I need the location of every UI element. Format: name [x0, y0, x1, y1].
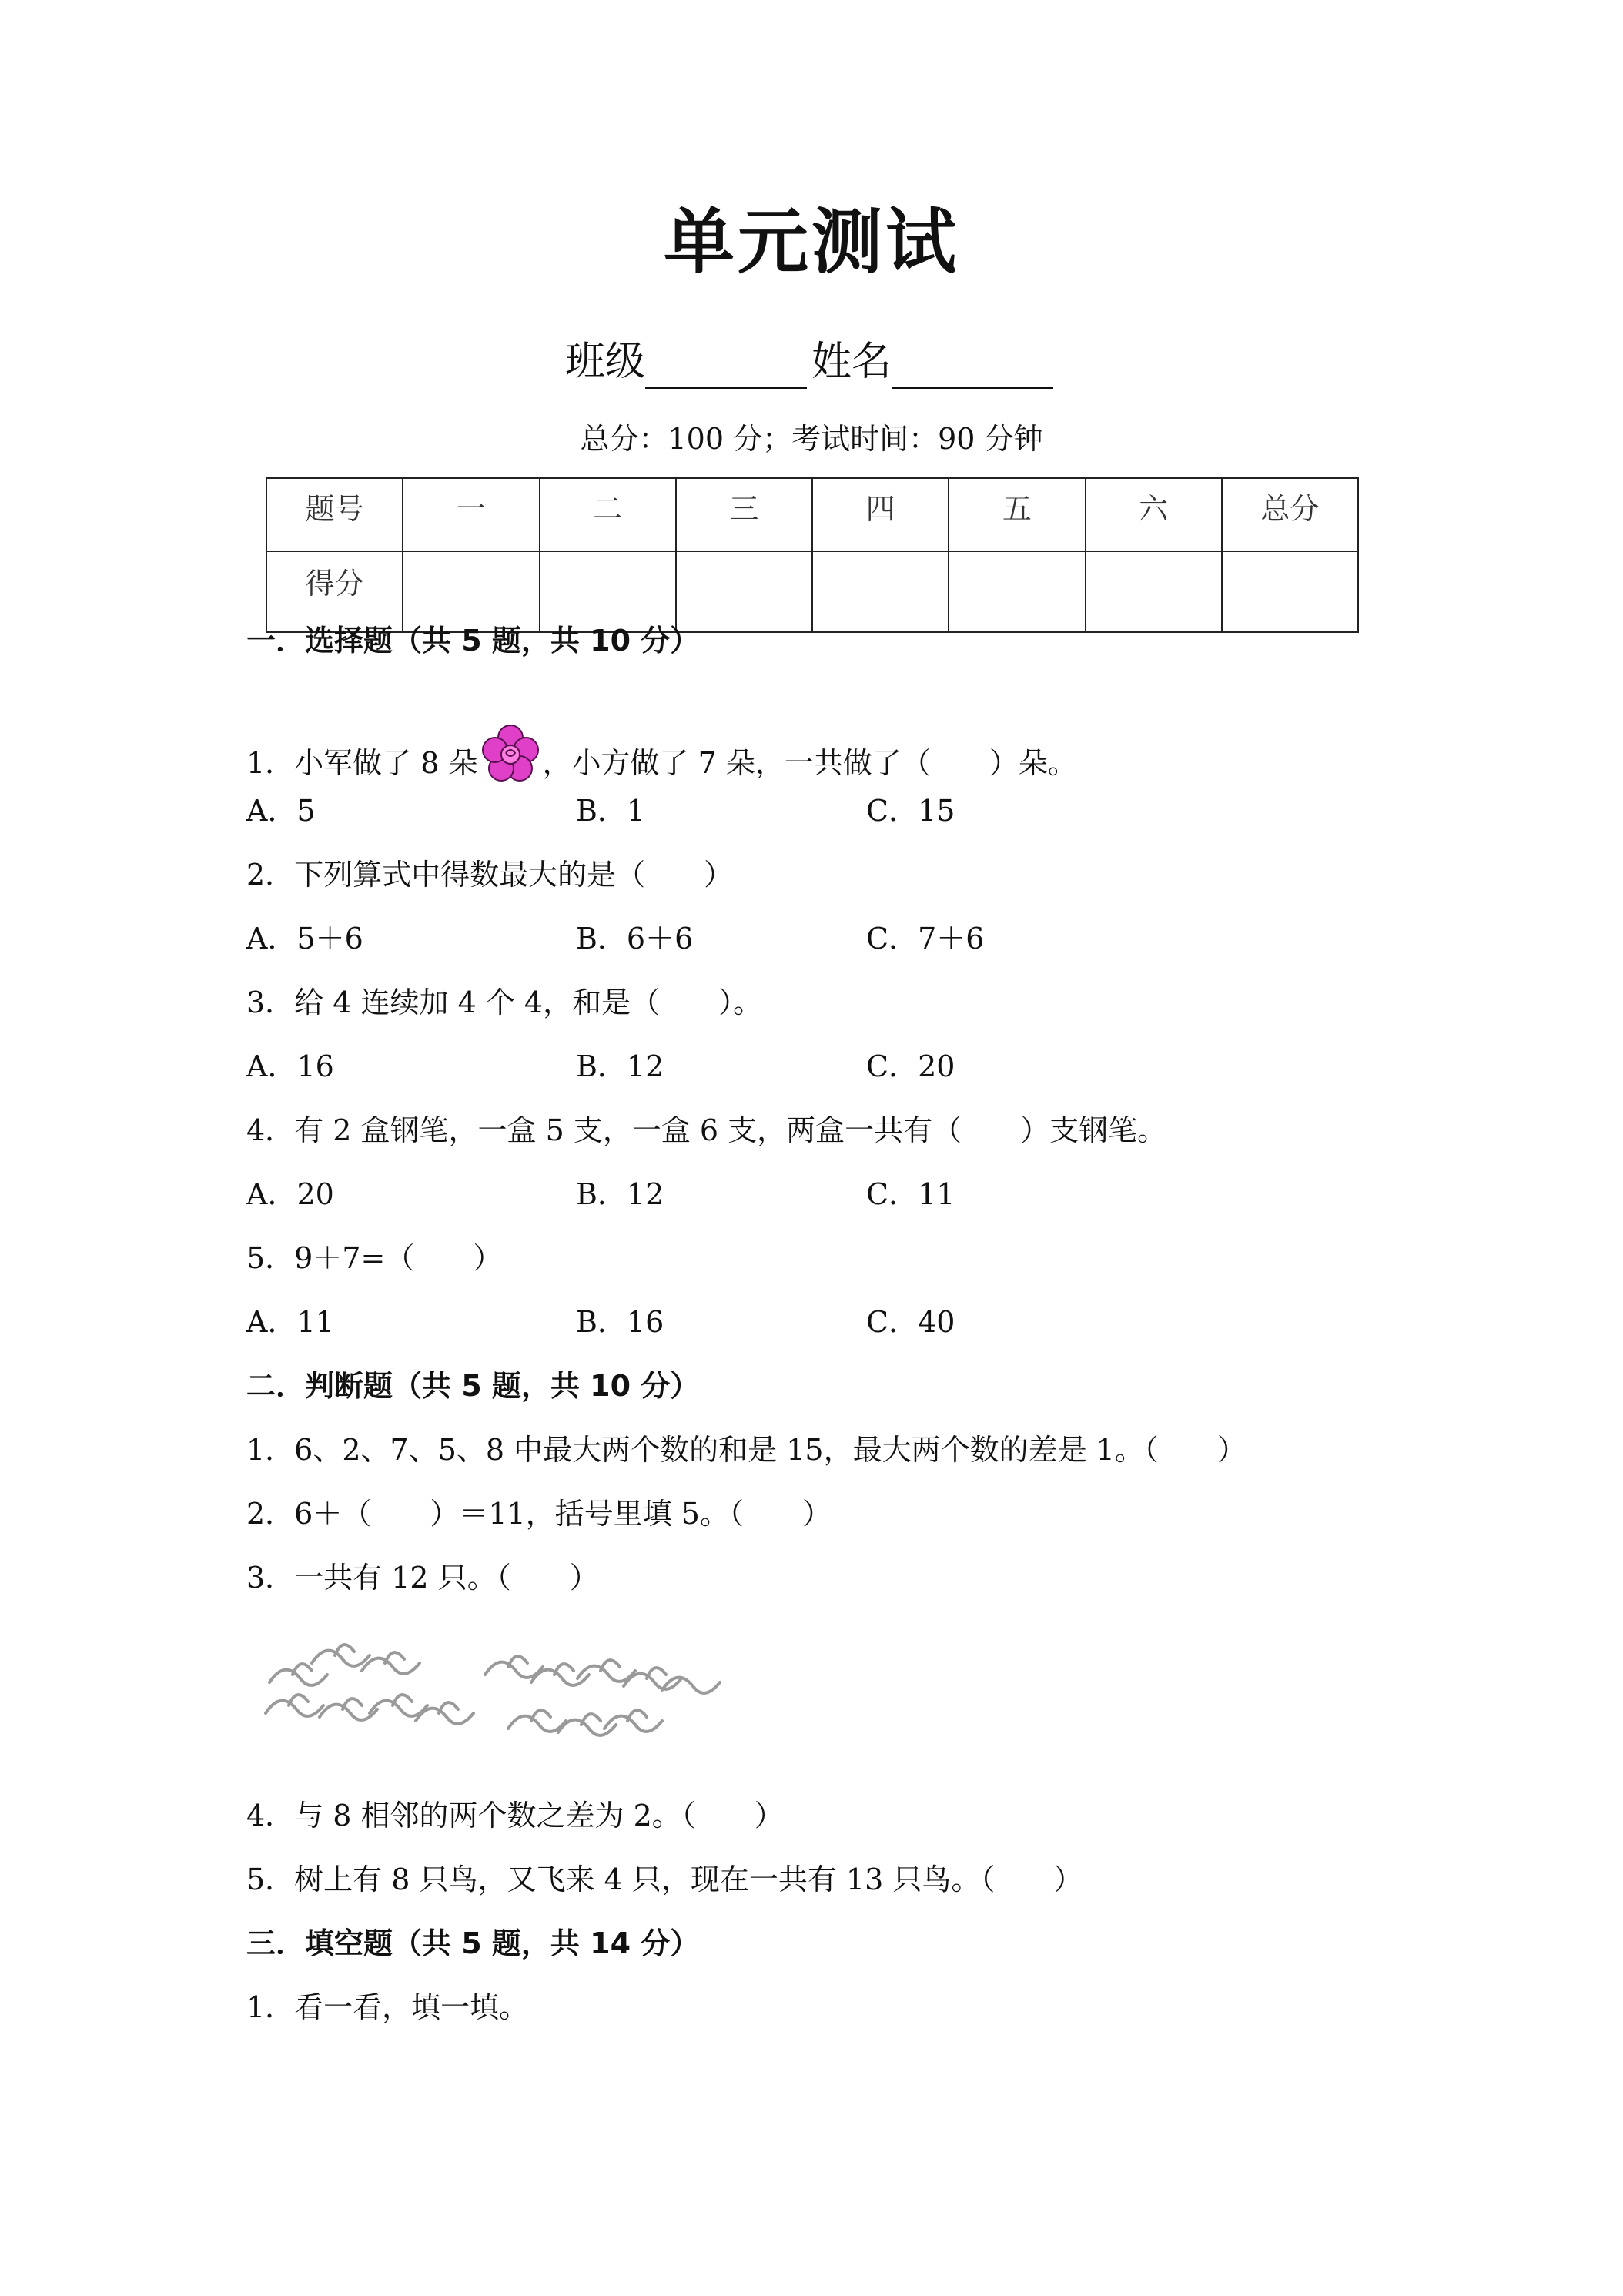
question-text: 1．小军做了 8 朵 [246, 746, 478, 780]
option-c: C．15 [866, 794, 955, 828]
section2-question-1: 1．6、2、7、5、8 中最大两个数的和是 15，最大两个数的差是 1。（ ） [246, 1433, 1247, 1467]
option-b: B．1 [576, 794, 646, 828]
score-header-cell: 三 [676, 478, 812, 551]
option-b: B．12 [576, 1049, 664, 1083]
option-a: A．20 [246, 1177, 334, 1211]
exam-info: 总分：100 分；考试时间：90 分钟 [580, 422, 1043, 456]
section2-question-3: 3．一共有 12 只。（ ） [246, 1561, 599, 1595]
name-label: 姓名 [812, 339, 892, 385]
option-b: B．6＋6 [576, 922, 694, 956]
class-blank [645, 340, 807, 389]
section-1-heading: 一．选择题（共 5 题，共 10 分） [246, 624, 700, 658]
score-header-cell: 四 [812, 478, 949, 551]
option-a: A．16 [246, 1049, 334, 1083]
score-cell [949, 551, 1085, 632]
score-header-cell: 二 [540, 478, 676, 551]
score-row-label: 得分 [266, 551, 403, 632]
score-cell [1222, 551, 1358, 632]
option-c: C．11 [866, 1177, 955, 1211]
option-c: C．7＋6 [866, 922, 985, 956]
section1-question-2: 2．下列算式中得数最大的是（ ） [246, 858, 734, 892]
option-c: C．20 [866, 1049, 955, 1083]
score-header-cell: 一 [403, 478, 539, 551]
option-a: A．5 [246, 794, 316, 828]
objects-illustration [254, 1628, 731, 1759]
option-b: B．16 [576, 1305, 664, 1339]
section1-question-1 [246, 724, 1077, 785]
score-table [266, 477, 1359, 633]
section1-question-4: 4．有 2 盒钢笔，一盒 5 支，一盒 6 支，两盒一共有（ ）支钢笔。 [246, 1113, 1167, 1147]
section3-question-1: 1．看一看，填一填。 [246, 1990, 529, 2024]
section2-question-4: 4．与 8 相邻的两个数之差为 2。（ ） [246, 1799, 784, 1832]
object-icon [312, 1645, 370, 1666]
score-header-cell: 总分 [1222, 478, 1358, 551]
object-icon [269, 1664, 327, 1685]
name-blank [892, 340, 1053, 389]
name-row [0, 335, 1623, 389]
score-header-cell: 六 [1086, 478, 1222, 551]
section1-question-3: 3．给 4 连续加 4 个 4，和是（ ）。 [246, 986, 763, 1019]
score-header-cell: 五 [949, 478, 1085, 551]
question-text: ，小方做了 7 朵，一共做了（ ）朵。 [542, 746, 1077, 780]
option-a: A．11 [246, 1305, 334, 1339]
section2-question-5: 5．树上有 8 只鸟，又飞来 4 只，现在一共有 13 只鸟。（ ） [246, 1863, 1083, 1896]
score-cell [1086, 551, 1222, 632]
option-a: A．5＋6 [246, 922, 363, 956]
flower-icon [481, 724, 540, 782]
score-header-cell: 题号 [266, 478, 403, 551]
option-b: B．12 [576, 1177, 664, 1211]
section-3-heading: 三．填空题（共 5 题，共 14 分） [246, 1926, 700, 1960]
section1-question-5: 5．9＋7=（ ） [246, 1241, 503, 1275]
option-c: C．40 [866, 1305, 955, 1339]
section2-question-2: 2．6＋（ ）＝11，括号里填 5。（ ） [246, 1497, 832, 1531]
score-table-header-row [266, 478, 1358, 551]
class-label: 班级 [564, 339, 645, 385]
section-2-heading: 二．判断题（共 5 题，共 10 分） [246, 1369, 700, 1403]
score-cell [812, 551, 949, 632]
document-title: 单元测试 [663, 201, 959, 283]
